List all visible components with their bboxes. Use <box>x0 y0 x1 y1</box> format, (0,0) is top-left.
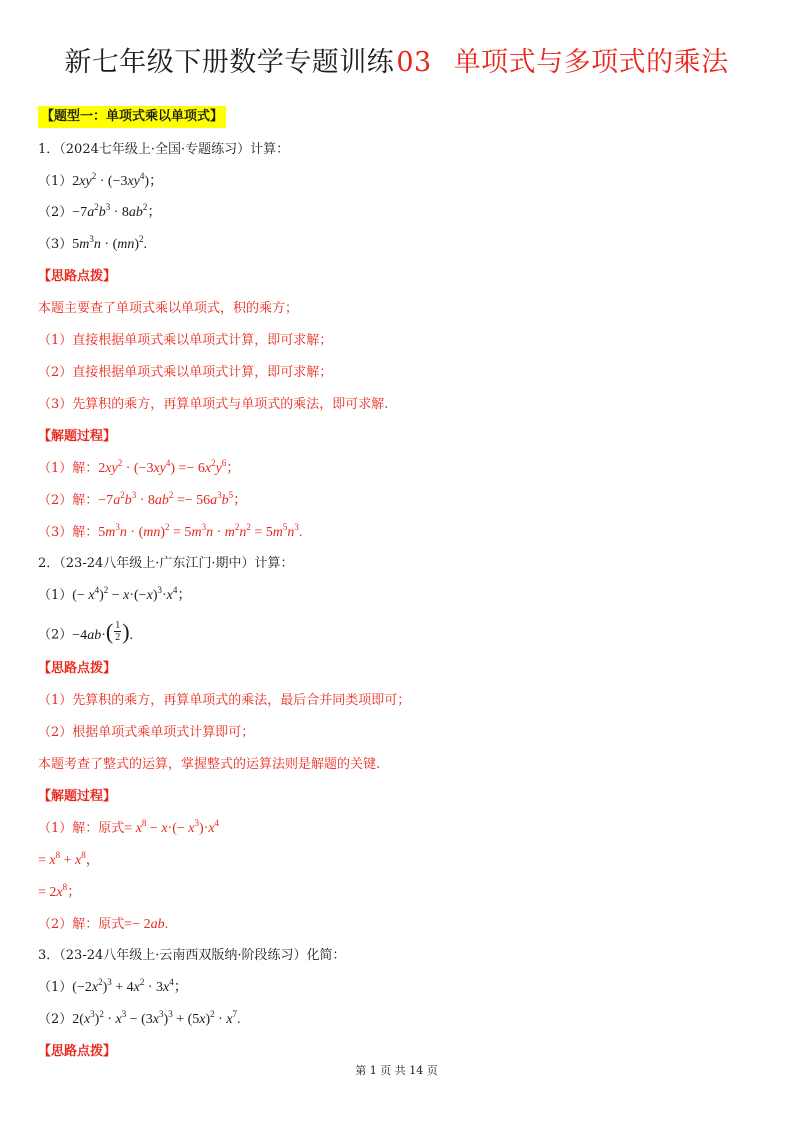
title-number: 03 <box>396 47 432 78</box>
q3-hint-heading: 【思路点拨】 <box>38 1044 117 1059</box>
q1-header: 1．（2024七年级上·全国·专题练习）计算： <box>38 142 290 157</box>
title-main: 新七年级下册数学专题训练 <box>64 47 395 78</box>
title-topic: 单项式与多项式的乘法 <box>453 47 729 78</box>
page-footer: 第 1 页 共 14 页 <box>355 1064 438 1077</box>
q3-header: 3．（23-24八年级上·云南西双版纳·阶段练习）化简： <box>38 948 346 963</box>
q2-header: 2．（23-24八年级上·广东江门·期中）计算： <box>38 556 294 571</box>
q1-part3: $(3)5m^3n \cdot (mn)^2$. <box>38 234 148 252</box>
q1-solution1: （1）解：$2xy^2 \cdot (-3xy^4) =- 6x^2y^6$； <box>38 458 241 476</box>
q2-solution2: （2）解：原式=− 2ab. <box>38 917 169 932</box>
q1-hint-line: 本题主要查了单项式乘以单项式，积的乘方； <box>38 301 299 316</box>
q2-solution1-step3: = $2x^8$； <box>38 882 82 900</box>
q2-hint-line: （1）先算积的乘方，再算单项式的乘法，最后合并同类项即可； <box>38 693 411 708</box>
q2-hint-line: （2）根据单项式乘单项式计算即可； <box>38 725 255 740</box>
q1-hint-line: （2）直接根据单项式乘以单项式计算，即可求解； <box>38 365 333 380</box>
q2-solution1: （1）解：原式= $x^8 - x\cdot(- x^3)\cdot x^4$ <box>38 818 220 836</box>
q1-solution2: （2）解：$-7a^2b^3 \cdot 8ab^2 =- 56a^3b^5$； <box>38 490 248 508</box>
q1-hint-line: （3）先算积的乘方，再算单项式与单项式的乘法，即可求解. <box>38 397 389 412</box>
q2-solution1-step2: = $x^8 + x^8$， <box>38 850 100 868</box>
q2-part1: $(1)(- x^4)^2 - x\cdot(-x)^3\cdot x^4$； <box>38 585 192 603</box>
q2-hint-line: 本题考查了整式的运算，掌握整式的运算法则是解题的关键. <box>38 757 381 772</box>
page-title <box>0 40 793 79</box>
section-label: 【题型一：单项式乘以单项式】 <box>38 106 226 128</box>
q2-hint-heading: 【思路点拨】 <box>38 661 117 676</box>
q3-part2: $(2)2(x^3)^2 \cdot x^3 - (3x^3)^3 + (5x)^2 \cdot x^7$. <box>38 1009 241 1027</box>
q2-solution-heading: 【解题过程】 <box>38 789 117 804</box>
q1-part1: $(1)2xy^2 \cdot (-3xy^4)$； <box>38 171 164 189</box>
q2-part2: （2）−4ab· ( 1 2 ) . <box>38 618 134 644</box>
q1-solution-heading: 【解题过程】 <box>38 429 117 444</box>
q1-hint-line: （1）直接根据单项式乘以单项式计算，即可求解； <box>38 333 333 348</box>
q1-hint-heading: 【思路点拨】 <box>38 269 117 284</box>
q1-part2: $(2)-7a^2b^3 \cdot 8ab^2$； <box>38 202 162 220</box>
q1-solution3: （3）解：$5m^3n \cdot (mn)^2 = 5m^3n \cdot m^2n^2 = 5m^5n^3$. <box>38 522 303 540</box>
q3-part1: $(1)(-2x^2)^3 + 4x^2 \cdot 3x^4$； <box>38 977 188 995</box>
